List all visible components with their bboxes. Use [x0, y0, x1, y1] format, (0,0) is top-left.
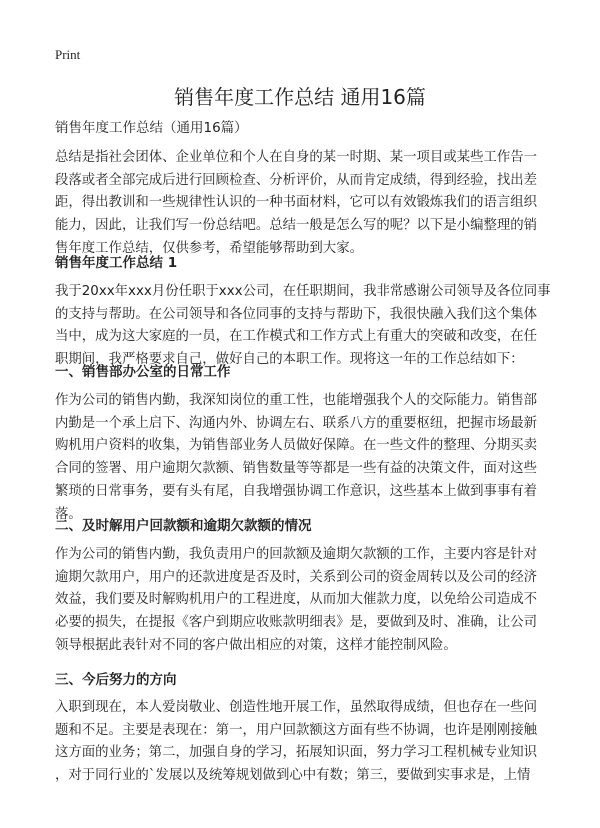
heading-daily-work: 一、销售部办公室的日常工作: [55, 364, 231, 380]
heading-payments: 二、及时解用户回款额和逾期欠款额的情况: [55, 518, 312, 534]
text-line: 作为公司的销售内勤，我负责用户的回款额及逾期欠款额的工作，主要内容是针对: [55, 547, 538, 562]
text-line: 售年度工作总结，仅供参考，希望能够帮助到大家。: [55, 240, 363, 256]
paragraph-intro-job: [55, 281, 555, 372]
text-line: 距，得出教训和一些规律性认识的一种书面材料，它可以有效锻炼我们的语言组织: [55, 195, 538, 211]
text-line: 题和不足。主要是表现在：第一，用户回款额这方面有些不协调，也许是刚刚接触: [55, 722, 538, 738]
text-line: 能力，因此，让我们写一份总结吧。总结一般是怎么写的呢？以下是小编整理的销: [55, 218, 538, 234]
text-line: 段落或者全部完成后进行回顾检查、分析评价，从而肯定成绩，得到经验，找出差: [55, 172, 538, 188]
text-line: 购机用户资料的收集，为销售部业务人员做好保障。在一些文件的整理、分期买卖: [55, 438, 538, 454]
intro-paragraph: [55, 147, 555, 261]
text-line: ，对于同行业的`发展以及统筹规划做到心中有数；第三，要做到实事求是，上情: [55, 768, 531, 784]
text-line: 合同的签署、用户逾期欠款额、销售数量等等都是一些有益的决策文件，面对这些: [55, 461, 538, 477]
paragraph-daily-work: [55, 390, 555, 526]
print-link[interactable]: Print: [55, 47, 81, 62]
text-line: 这方面的业务；第二，加强自身的学习，拓展知识面，努力学习工程机械专业知识: [55, 745, 538, 761]
text-line: 入职到现在，本人爱岗敬业、创造性地开展工作，虽然取得成绩，但也存在一些问: [55, 700, 538, 715]
text-line: 落。: [55, 506, 82, 522]
text-line: 繁琐的日常事务，要有头有尾，自我增强协调工作意识，这些基本上做到事事有着: [55, 483, 538, 499]
section-title: 销售年度工作总结 1: [55, 255, 178, 271]
text-line: 逾期欠款用户，用户的还款进度是否及时，关系到公司的资金周转以及公司的经济: [55, 569, 538, 585]
text-line: 必要的损失，在提报《客户到期应收账款明细表》是，要做到及时、准确，让公司: [55, 615, 538, 631]
page-title: 销售年度工作总结 通用16篇: [174, 85, 426, 109]
text-line: 我于20xx年xxx月份任职于xxx公司，在任职期间，我非常感谢公司领导及各位同事: [55, 284, 551, 299]
text-line: 领导根据此表针对不同的客户做出相应的对策，这样才能控制风险。: [55, 637, 457, 653]
text-line: 作为公司的销售内勤，我深知岗位的重工性，也能增强我个人的交际能力。销售部: [55, 393, 538, 408]
heading-future-direction: 三、今后努力的方向: [55, 672, 177, 688]
paragraph-payments: [55, 544, 555, 658]
paragraph-future-direction: [55, 697, 555, 788]
text-line: 的支持与帮助。在公司领导和各位同事的支持与帮助下，我很快融入我们这个集体: [55, 306, 538, 322]
text-line: 职期间，我严格要求自己，做好自己的本职工作。现将这一年的工作总结如下：: [55, 352, 524, 368]
text-line: 效益，我们要及时解购机用户的工程进度，从而加大催款力度，以免给公司造成不: [55, 592, 538, 608]
text-line: 总结是指社会团体、企业单位和个人在自身的某一时期、某一项目或某些工作告一: [55, 150, 538, 165]
subtitle: 销售年度工作总结（通用16篇）: [55, 120, 248, 136]
text-line: 当中，成为这大家庭的一员，在工作模式和工作方式上有重大的突破和改变，在任: [55, 329, 538, 345]
text-line: 内勤是一个承上启下、沟通内外、协调左右、联系八方的重要枢纽，把握市场最新: [55, 415, 538, 431]
